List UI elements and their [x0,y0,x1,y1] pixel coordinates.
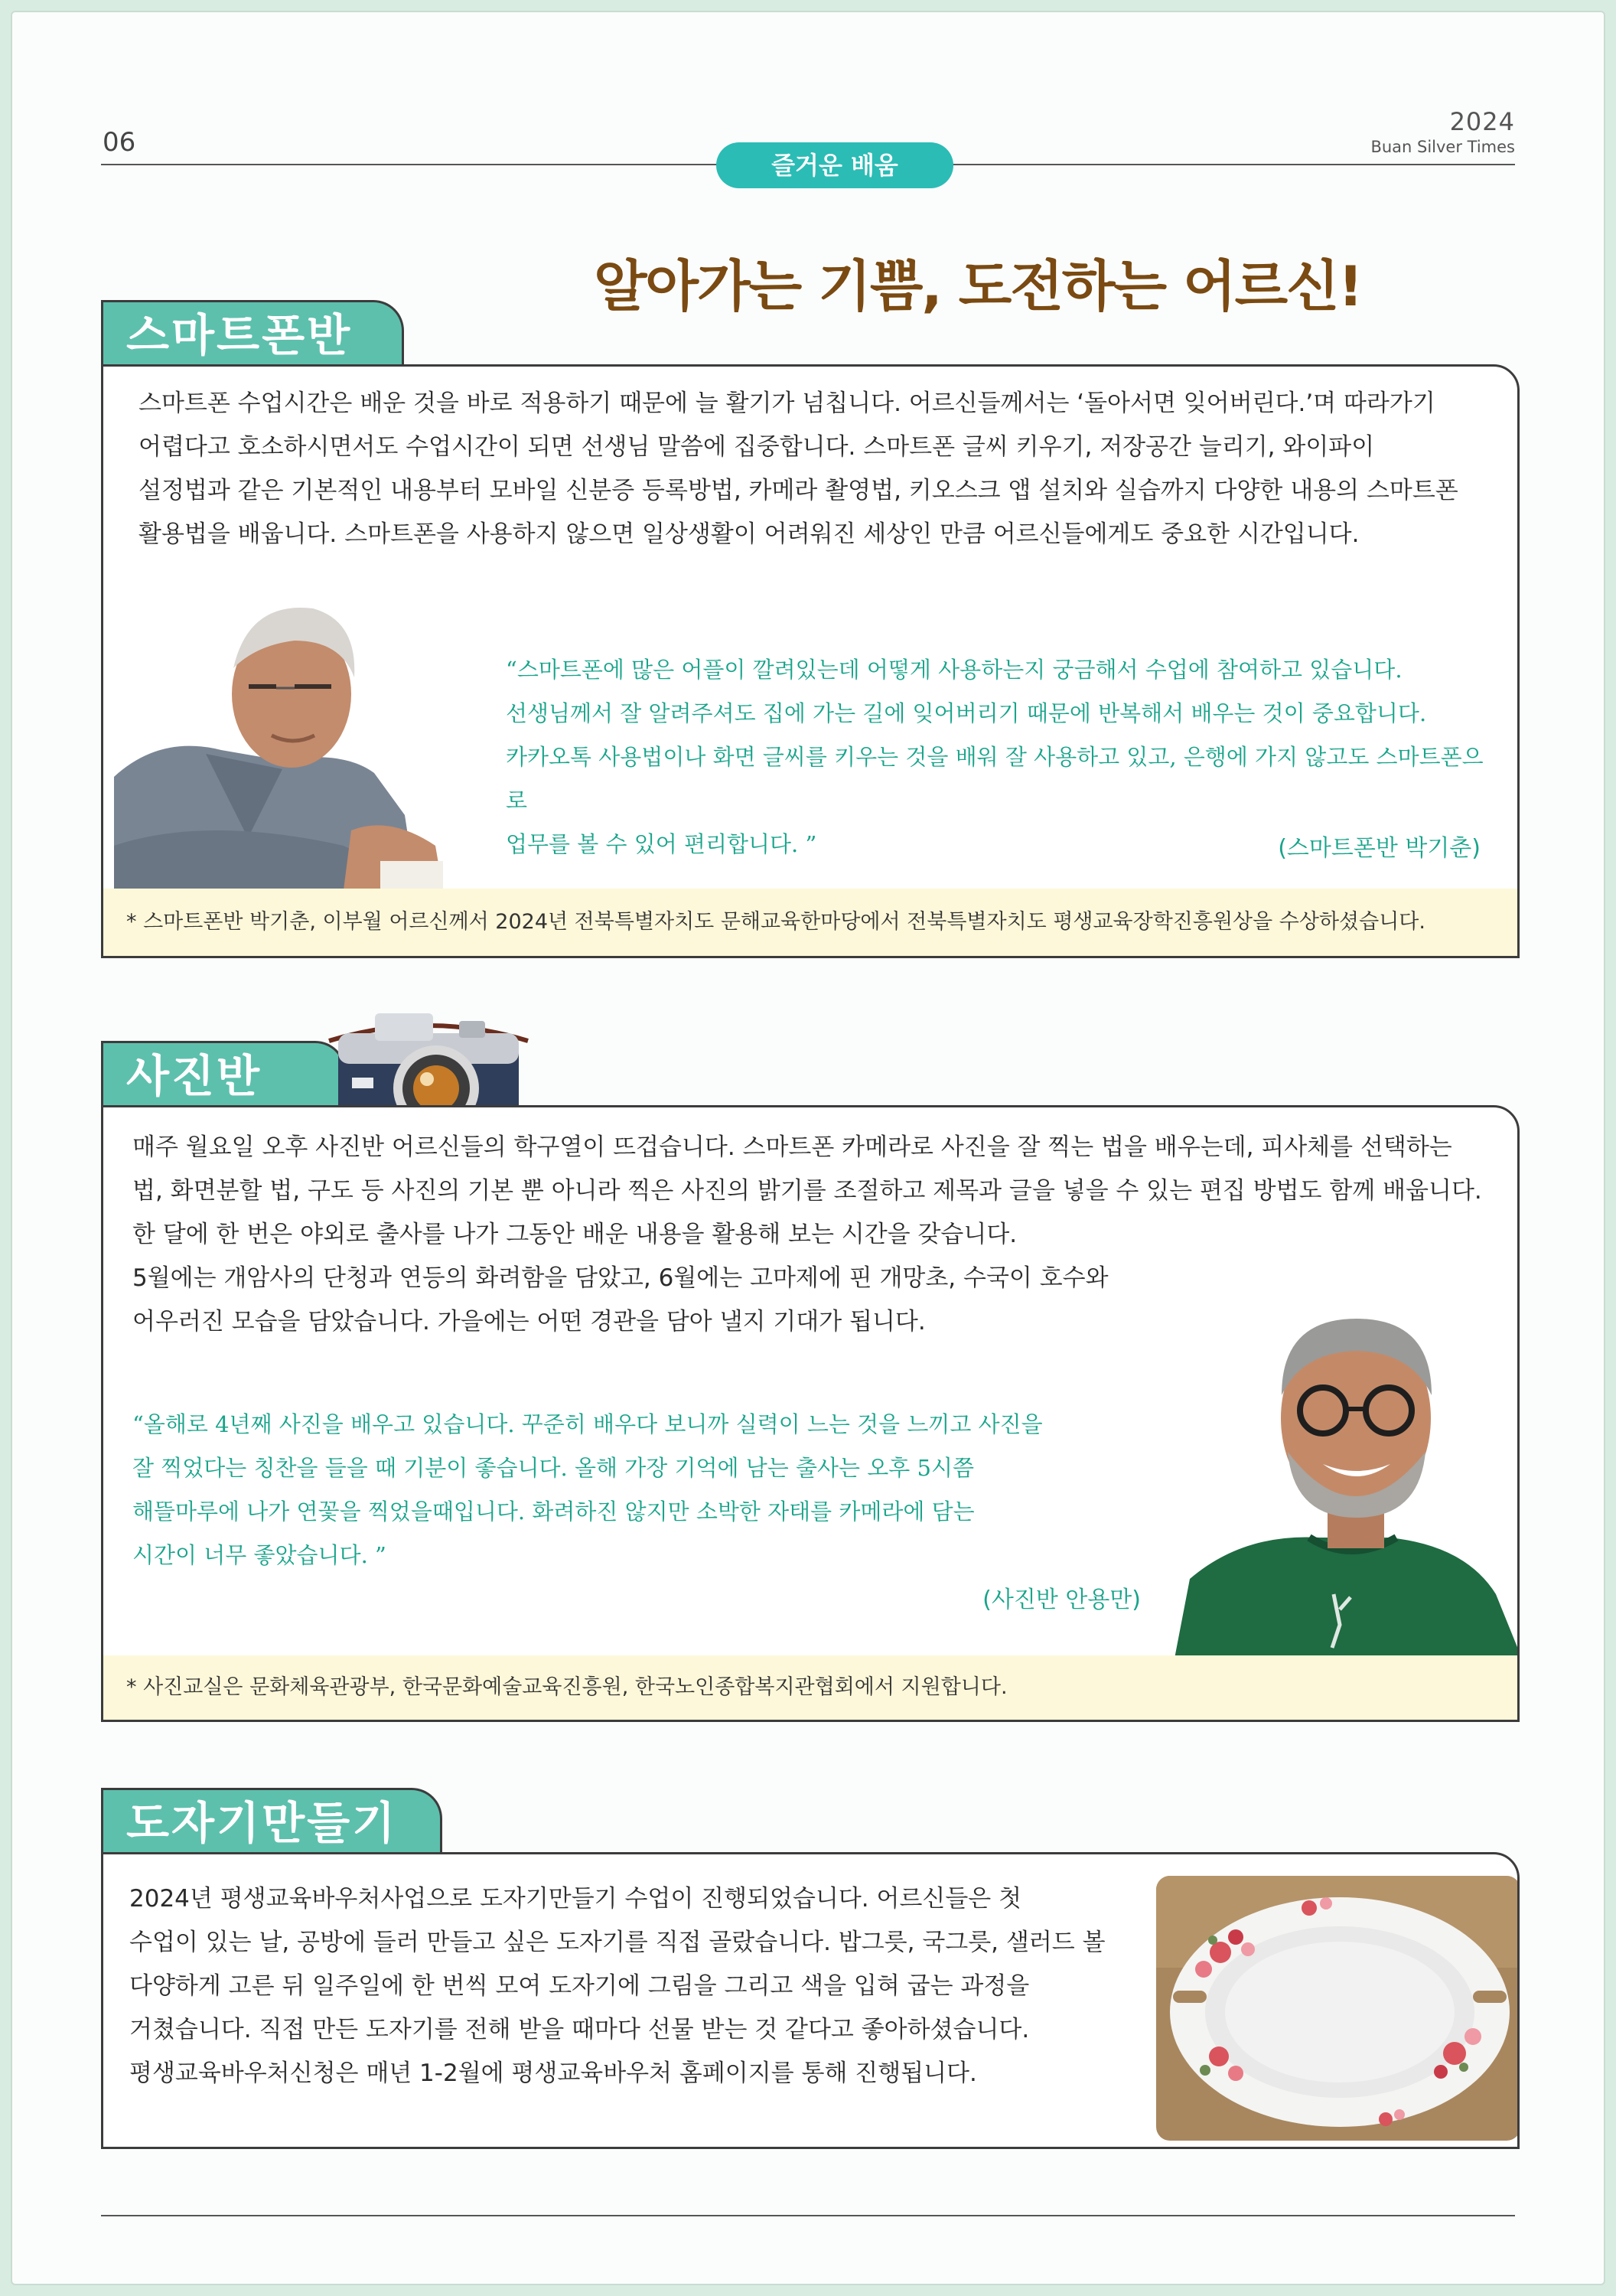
photo-testimonial [132,1403,1096,1577]
footer-rule [101,2215,1515,2216]
body-line: 어렵다고 호소하시면서도 수업시간이 되면 선생님 말씀에 집중합니다. 스마트폰 글씨 키우기, 저장공간 늘리기, 와이파이 [138,433,1375,461]
quote-line: 선생님께서 잘 알려주셔도 집에 가는 길에 잊어버리기 때문에 반복해서 배우는 것이 중요합니다. [506,700,1427,726]
section-tab-photo: 사진반 [101,1041,346,1107]
section-box-smartphone [101,364,1520,958]
body-line: 거쳤습니다. 직접 만든 도자기를 전해 받을 때마다 선물 받는 것 같다고 좋아하셨습니다. [129,2016,1030,2043]
body-line: 어우러진 모습을 담았습니다. 가을에는 어떤 경관을 담아 낼지 기대가 됩니다. [132,1308,926,1336]
smartphone-student-photo [114,585,443,890]
body-line: 설정법과 같은 기본적인 내용부터 모바일 신분증 등록방법, 카메라 촬영법, 키오스크 앱 설치와 실습까지 다양한 내용의 스마트폰 [138,477,1458,504]
section-box-pottery [101,1852,1520,2149]
section-box-photo [101,1105,1520,1722]
body-line: 한 달에 한 번은 야외로 출사를 나가 그동안 배운 내용을 활용해 보는 시간을 갖습니다. [132,1221,1018,1248]
quote-line: 업무를 볼 수 있어 편리합니다. ” [506,831,817,857]
body-line: 5월에는 개암사의 단청과 연등의 화려함을 담았고, 6월에는 고마제에 핀 개망초, 수국이 호수와 [132,1264,1109,1292]
quote-line: 카카오톡 사용법이나 화면 글씨를 키우는 것을 배워 잘 사용하고 있고, 은행에 가지 않고도 스마트폰으로 [506,744,1484,814]
body-line: 수업이 있는 날, 공방에 들러 만들고 싶은 도자기를 직접 골랐습니다. 밥그릇, 국그릇, 샐러드 볼 [129,1929,1106,1956]
quote-line: “스마트폰에 많은 어플이 깔려있는데 어떻게 사용하는지 궁금해서 수업에 참여하고 있습니다. [506,657,1403,683]
body-line: 다양하게 고른 뒤 일주일에 한 번씩 모여 도자기에 그림을 그리고 색을 입혀 굽는 과정을 [129,1972,1030,2000]
section-tab-smartphone: 스마트폰반 [101,300,404,366]
body-line: 법, 화면분할 법, 구도 등 사진의 기본 뿐 아니라 찍은 사진의 밝기를 조절하고 제목과 글을 넣을 수 있는 편집 방법도 함께 배웁니다. [132,1177,1482,1205]
masthead-year: 2024 [1449,107,1515,136]
pottery-bowl-photo [1156,1876,1520,2141]
pottery-body [129,1877,1135,2095]
smartphone-signature: (스마트폰반 박기춘) [1278,835,1481,862]
quote-line: 해뜰마루에 나가 연꽃을 찍었을때입니다. 화려하진 않지만 소박한 자태를 카메라에 담는 [132,1499,975,1525]
masthead-title: Buan Silver Times [1370,138,1515,156]
body-line: 매주 월요일 오후 사진반 어르신들의 학구열이 뜨겁습니다. 스마트폰 카메라로 사진을 잘 찍는 법을 배우는데, 피사체를 선택하는 [132,1133,1452,1161]
smartphone-body [138,382,1493,556]
body-line: 스마트폰 수업시간은 배운 것을 바로 적용하기 때문에 늘 활기가 넘칩니다. 어르신들께서는 ‘돌아서면 잊어버린다.’며 따라가기 [138,390,1435,417]
section-tab-pottery: 도자기만들기 [101,1788,442,1854]
page-title: 알아가는 기쁨, 도전하는 어르신! [594,254,1362,318]
body-line: 평생교육바우처신청은 매년 1-2월에 평생교육바우처 홈페이지를 통해 진행됩니다. [129,2060,977,2087]
category-badge: 즐거운 배움 [716,142,953,188]
masthead [1370,107,1515,156]
photo-signature: (사진반 안용만) [982,1587,1141,1613]
body-line: 2024년 평생교육바우처사업으로 도자기만들기 수업이 진행되었습니다. 어르신들은 첫 [129,1885,1022,1913]
photo-student-photo [1159,1288,1520,1658]
photo-footnote: * 사진교실은 문화체육관광부, 한국문화예술교육진흥원, 한국노인종합복지관협회에서 지원합니다. [103,1655,1517,1720]
quote-line: 잘 찍었다는 칭찬을 들을 때 기분이 좋습니다. 올해 가장 기억에 남는 출사는 오후 5시쯤 [132,1455,974,1481]
quote-line: 시간이 너무 좋았습니다. ” [132,1542,386,1568]
smartphone-footnote: * 스마트폰반 박기춘, 이부월 어르신께서 2024년 전북특별자치도 문해교육한마당에서 전북특별자치도 평생교육장학진흥원상을 수상하셨습니다. [103,889,1517,956]
page [11,11,1605,2285]
page-number: 06 [103,127,136,158]
body-line: 활용법을 배웁니다. 스마트폰을 사용하지 않으면 일상생활이 어려워진 세상인 만큼 어르신들에게도 중요한 시간입니다. [138,520,1360,548]
quote-line: “올해로 4년째 사진을 배우고 있습니다. 꾸준히 배우다 보니까 실력이 느는 것을 느끼고 사진을 [132,1411,1043,1437]
